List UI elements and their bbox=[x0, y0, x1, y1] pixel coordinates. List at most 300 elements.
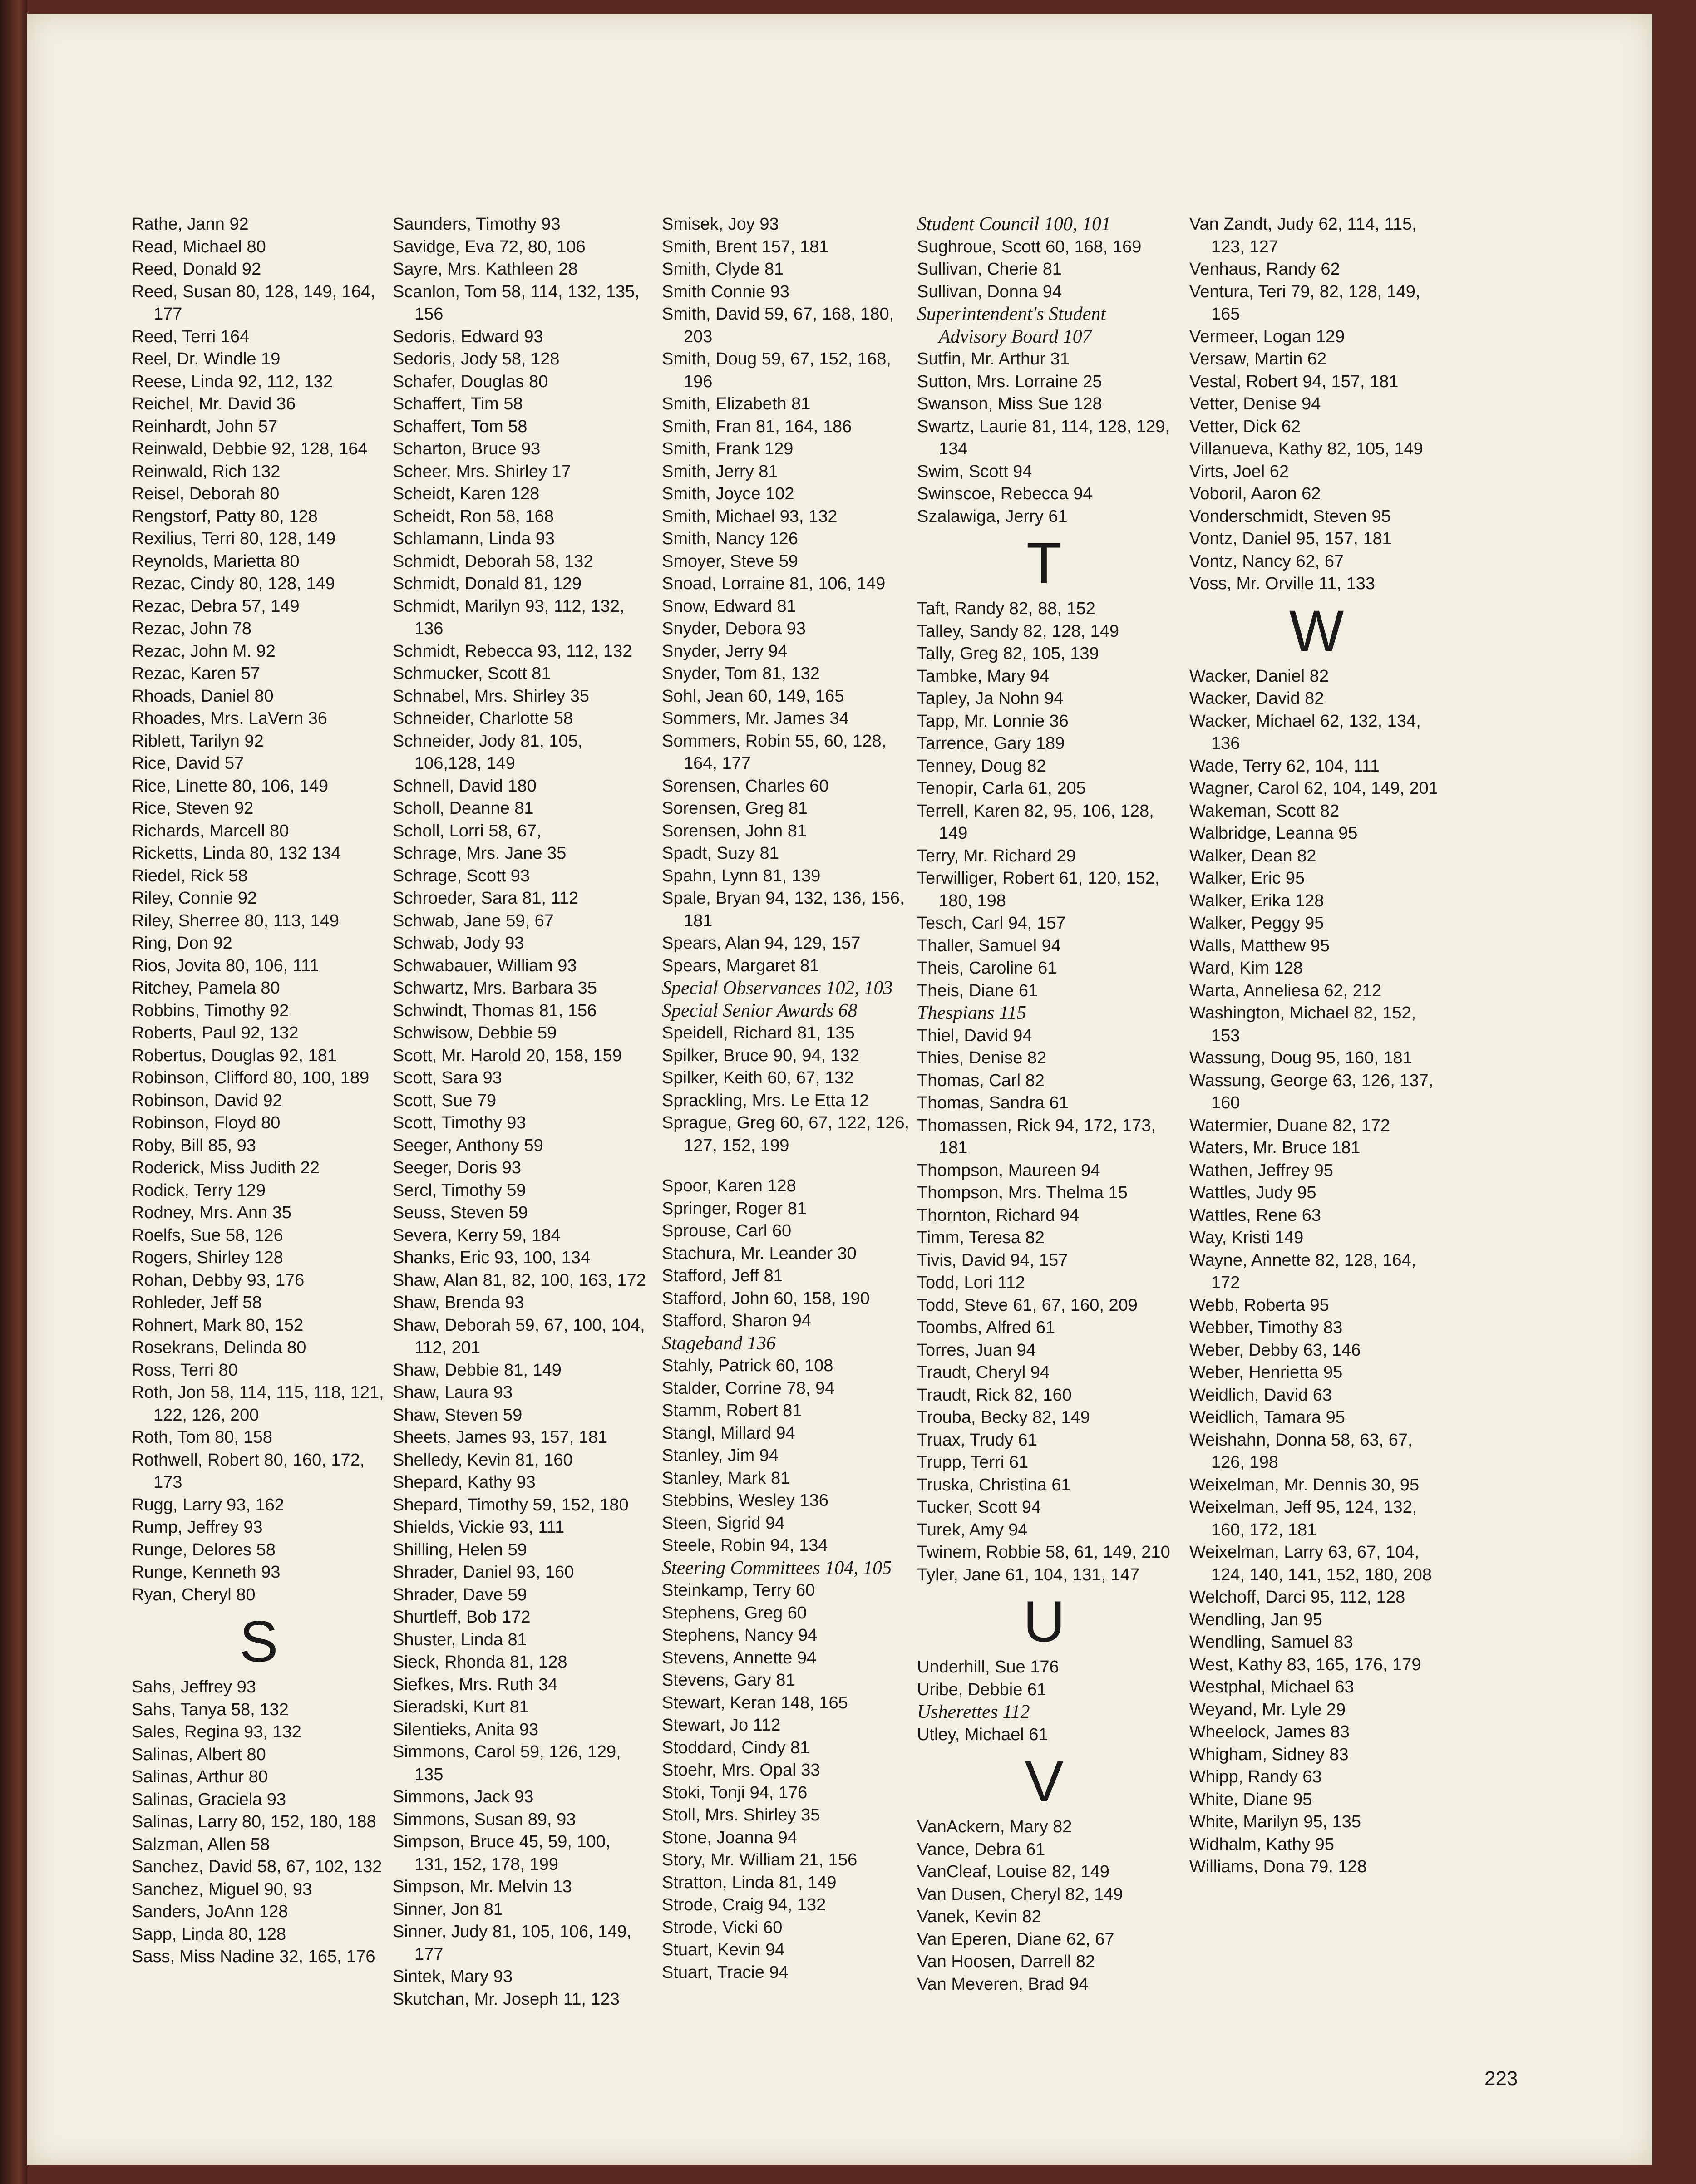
index-entry: Smith, Nancy 126 bbox=[662, 529, 798, 548]
index-entry: VanCleaf, Louise 82, 149 bbox=[917, 1862, 1109, 1881]
index-entry: Tyler, Jane 61, 104, 131, 147 bbox=[917, 1565, 1140, 1584]
index-entry: Reinhardt, John 57 bbox=[132, 417, 278, 436]
index-entry: Terrell, Karen 82, 95, 106, 128, 149 bbox=[917, 801, 1154, 843]
index-entry: Vermeer, Logan 129 bbox=[1189, 327, 1345, 346]
index-entry: Riedel, Rick 58 bbox=[132, 866, 248, 885]
index-entry: Student Council 100, 101 bbox=[917, 214, 1111, 235]
index-entry: Shepard, Kathy 93 bbox=[393, 1473, 536, 1492]
index-entry: Sommers, Robin 55, 60, 128, 164, 177 bbox=[662, 731, 887, 773]
index-entry: Vontz, Nancy 62, 67 bbox=[1189, 551, 1344, 571]
index-entry: Runge, Kenneth 93 bbox=[132, 1563, 281, 1582]
index-column-2 bbox=[393, 213, 647, 2011]
index-entry: Read, Michael 80 bbox=[132, 237, 266, 256]
index-entry: Wendling, Samuel 83 bbox=[1189, 1633, 1353, 1652]
index-entry: Seuss, Steven 59 bbox=[393, 1203, 528, 1222]
index-entry: Thiel, David 94 bbox=[917, 1026, 1032, 1045]
index-entry: Strode, Vicki 60 bbox=[662, 1918, 783, 1937]
index-entry: Robinson, David 92 bbox=[132, 1091, 282, 1110]
index-entry: Snyder, Tom 81, 132 bbox=[662, 664, 820, 683]
index-entry: Smith, Jerry 81 bbox=[662, 462, 778, 481]
index-entry: Weidlich, David 63 bbox=[1189, 1385, 1332, 1405]
index-entry: Sales, Regina 93, 132 bbox=[132, 1722, 301, 1741]
index-entry: Ventura, Teri 79, 82, 128, 149, 165 bbox=[1189, 282, 1420, 324]
index-entry: Tenney, Doug 82 bbox=[917, 756, 1046, 776]
index-entry: White, Marilyn 95, 135 bbox=[1189, 1812, 1361, 1831]
index-entry: Thomassen, Rick 94, 172, 173, 181 bbox=[917, 1116, 1156, 1157]
index-entry: Rezac, Debra 57, 149 bbox=[132, 596, 300, 616]
index-entry: Sprouse, Carl 60 bbox=[662, 1221, 792, 1240]
index-entry: Steen, Sigrid 94 bbox=[662, 1513, 785, 1533]
index-entry: Roth, Tom 80, 158 bbox=[132, 1428, 272, 1447]
index-entry: Smith, Fran 81, 164, 186 bbox=[662, 417, 852, 436]
index-entry: Rogers, Shirley 128 bbox=[132, 1248, 283, 1267]
index-entry: Smisek, Joy 93 bbox=[662, 215, 779, 234]
index-entry: Sayre, Mrs. Kathleen 28 bbox=[393, 260, 578, 279]
index-entry: Thornton, Richard 94 bbox=[917, 1205, 1079, 1225]
index-entry: Tesch, Carl 94, 157 bbox=[917, 914, 1066, 933]
index-entry: Steering Committees 104, 105 bbox=[662, 1557, 892, 1579]
index-entry: Sohl, Jean 60, 149, 165 bbox=[662, 686, 844, 706]
index-entry: Stevens, Annette 94 bbox=[662, 1648, 817, 1668]
index-entry: Seeger, Anthony 59 bbox=[393, 1136, 543, 1155]
index-entry: Webb, Roberta 95 bbox=[1189, 1295, 1329, 1315]
index-entry: Schrage, Mrs. Jane 35 bbox=[393, 844, 567, 863]
index-entry: Superintendent's Student Advisory Board 107 bbox=[917, 304, 1106, 347]
index-entry: Rezac, John 78 bbox=[132, 619, 252, 638]
index-entry: Shilling, Helen 59 bbox=[393, 1540, 527, 1559]
index-entry: Schmidt, Deborah 58, 132 bbox=[393, 551, 593, 571]
index-entry: Way, Kristi 149 bbox=[1189, 1228, 1304, 1247]
index-entry: Sieradski, Kurt 81 bbox=[393, 1697, 529, 1717]
index-entry: Rohleder, Jeff 58 bbox=[132, 1293, 262, 1312]
index-entry: Sullivan, Cherie 81 bbox=[917, 260, 1062, 279]
index-entry: Snoad, Lorraine 81, 106, 149 bbox=[662, 574, 886, 593]
index-entry: Severa, Kerry 59, 184 bbox=[393, 1225, 561, 1245]
index-entry: Wakeman, Scott 82 bbox=[1189, 801, 1340, 821]
index-entry: Van Zandt, Judy 62, 114, 115, 123, 127 bbox=[1189, 215, 1417, 256]
index-entry: Sinner, Judy 81, 105, 106, 149, 177 bbox=[393, 1922, 632, 1964]
index-entry: Simmons, Susan 89, 93 bbox=[393, 1810, 576, 1829]
index-entry: Tarrence, Gary 189 bbox=[917, 734, 1065, 753]
index-entry: Voboril, Aaron 62 bbox=[1189, 484, 1321, 503]
index-entry: Schafer, Douglas 80 bbox=[393, 372, 548, 391]
index-entry: Spears, Alan 94, 129, 157 bbox=[662, 934, 861, 953]
index-entry: Scanlon, Tom 58, 114, 132, 135, 156 bbox=[393, 282, 640, 324]
index-entry: Robbins, Timothy 92 bbox=[132, 1001, 289, 1020]
index-entry: Reichel, Mr. David 36 bbox=[132, 394, 296, 413]
index-entry: Thies, Denise 82 bbox=[917, 1048, 1047, 1067]
index-entry: Rezac, Karen 57 bbox=[132, 664, 261, 683]
index-column-1 bbox=[132, 213, 386, 1968]
index-entry: Weber, Henrietta 95 bbox=[1189, 1363, 1343, 1382]
index-entry: Rice, Linette 80, 106, 149 bbox=[132, 776, 329, 796]
index-entry: Stuart, Kevin 94 bbox=[662, 1940, 785, 1959]
index-entry: Sinner, Jon 81 bbox=[393, 1899, 503, 1919]
index-entry: Stangl, Millard 94 bbox=[662, 1423, 795, 1443]
index-entry: Sanchez, Miguel 90, 93 bbox=[132, 1879, 312, 1899]
index-entry: Wassung, Doug 95, 160, 181 bbox=[1189, 1048, 1412, 1067]
index-entry: Stanley, Mark 81 bbox=[662, 1468, 790, 1488]
index-entry: Rodney, Mrs. Ann 35 bbox=[132, 1203, 292, 1222]
index-entry: Sass, Miss Nadine 32, 165, 176 bbox=[132, 1947, 375, 1966]
index-entry: Terry, Mr. Richard 29 bbox=[917, 846, 1076, 866]
index-entry: Walls, Matthew 95 bbox=[1189, 936, 1330, 955]
index-entry: Shepard, Timothy 59, 152, 180 bbox=[393, 1495, 629, 1515]
index-entry: Smith, Brent 157, 181 bbox=[662, 237, 829, 256]
index-entry: Schroeder, Sara 81, 112 bbox=[393, 889, 579, 908]
index-entry: Venhaus, Randy 62 bbox=[1189, 260, 1340, 279]
index-entry: Salzman, Allen 58 bbox=[132, 1835, 270, 1854]
index-entry: Schneider, Jody 81, 105, 106,128, 149 bbox=[393, 731, 583, 773]
index-entry: Smith, Doug 59, 67, 152, 168, 196 bbox=[662, 349, 891, 391]
index-entry: Smith, Frank 129 bbox=[662, 439, 794, 458]
index-entry: Thaller, Samuel 94 bbox=[917, 936, 1061, 955]
index-entry: Washington, Michael 82, 152, 153 bbox=[1189, 1003, 1416, 1045]
index-entry: Tenopir, Carla 61, 205 bbox=[917, 779, 1086, 798]
index-entry: Waters, Mr. Bruce 181 bbox=[1189, 1138, 1361, 1157]
index-entry: Stoll, Mrs. Shirley 35 bbox=[662, 1805, 820, 1825]
index-entry: Versaw, Martin 62 bbox=[1189, 349, 1327, 369]
section-letter: V bbox=[1025, 1749, 1064, 1814]
index-entry: Tucker, Scott 94 bbox=[917, 1498, 1041, 1517]
index-entry: Weyand, Mr. Lyle 29 bbox=[1189, 1700, 1346, 1719]
index-entry: Tapp, Mr. Lonnie 36 bbox=[917, 711, 1069, 731]
index-entry: Salinas, Arthur 80 bbox=[132, 1767, 268, 1786]
index-entry: Shrader, Daniel 93, 160 bbox=[393, 1563, 574, 1582]
index-entry: Truax, Trudy 61 bbox=[917, 1430, 1037, 1450]
index-entry: West, Kathy 83, 165, 176, 179 bbox=[1189, 1655, 1421, 1674]
index-entry: Special Senior Awards 68 bbox=[662, 1000, 858, 1021]
index-entry: Schnell, David 180 bbox=[393, 776, 537, 796]
index-entry: Thompson, Maureen 94 bbox=[917, 1161, 1100, 1180]
index-entry: Shields, Vickie 93, 111 bbox=[393, 1518, 565, 1537]
index-entry: Reel, Dr. Windle 19 bbox=[132, 349, 281, 369]
index-entry: Shanks, Eric 93, 100, 134 bbox=[393, 1248, 591, 1267]
index-entry: Stewart, Keran 148, 165 bbox=[662, 1693, 848, 1712]
index-entry: Scheer, Mrs. Shirley 17 bbox=[393, 462, 571, 481]
index-entry: Smith, Michael 93, 132 bbox=[662, 507, 838, 526]
index-entry: Spahn, Lynn 81, 139 bbox=[662, 866, 821, 885]
index-entry: Ward, Kim 128 bbox=[1189, 959, 1303, 978]
index-entry: Robinson, Floyd 80 bbox=[132, 1113, 281, 1132]
index-entry: Roelfs, Sue 58, 126 bbox=[132, 1225, 283, 1245]
index-entry: Schneider, Charlotte 58 bbox=[393, 709, 573, 728]
index-entry: Wassung, George 63, 126, 137, 160 bbox=[1189, 1071, 1434, 1112]
index-entry: Rohan, Debby 93, 176 bbox=[132, 1270, 305, 1290]
index-entry: Sprague, Greg 60, 67, 122, 126, 127, 152, 199 bbox=[662, 1113, 910, 1155]
index-entry: Rhoads, Daniel 80 bbox=[132, 686, 274, 706]
index-entry: Sprackling, Mrs. Le Etta 12 bbox=[662, 1091, 869, 1110]
index-entry: Reinwald, Rich 132 bbox=[132, 462, 281, 481]
index-entry: Smith, David 59, 67, 168, 180, 203 bbox=[662, 305, 894, 346]
index-entry: Stoddard, Cindy 81 bbox=[662, 1738, 810, 1757]
index-entry: Wendling, Jan 95 bbox=[1189, 1610, 1322, 1629]
index-entry: Sanders, JoAnn 128 bbox=[132, 1902, 288, 1921]
index-entry: Smith, Clyde 81 bbox=[662, 260, 784, 279]
index-entry: Schwisow, Debbie 59 bbox=[393, 1023, 557, 1043]
index-entry: Scheidt, Karen 128 bbox=[393, 484, 540, 503]
index-entry: Siefkes, Mrs. Ruth 34 bbox=[393, 1675, 558, 1694]
index-entry: Stachura, Mr. Leander 30 bbox=[662, 1244, 857, 1263]
index-entry: Scott, Sue 79 bbox=[393, 1091, 497, 1110]
index-entry: Utley, Michael 61 bbox=[917, 1725, 1048, 1744]
index-entry: Shaw, Brenda 93 bbox=[393, 1293, 524, 1312]
index-entry: Toombs, Alfred 61 bbox=[917, 1318, 1055, 1337]
index-entry: Shrader, Dave 59 bbox=[393, 1585, 527, 1604]
book-spine-edge bbox=[0, 0, 27, 2184]
index-entry: Van Hoosen, Darrell 82 bbox=[917, 1952, 1095, 1971]
index-entry: Wacker, Daniel 82 bbox=[1189, 666, 1329, 686]
index-column-4 bbox=[917, 213, 1171, 1996]
index-entry: Van Eperen, Diane 62, 67 bbox=[917, 1929, 1114, 1949]
index-entry: Schmucker, Scott 81 bbox=[393, 664, 551, 683]
index-entry: Vanek, Kevin 82 bbox=[917, 1907, 1041, 1926]
index-entry: Ricketts, Linda 80, 132 134 bbox=[132, 844, 341, 863]
index-entry: Stafford, Jeff 81 bbox=[662, 1266, 783, 1285]
index-entry: Weidlich, Tamara 95 bbox=[1189, 1408, 1345, 1427]
index-entry: Reynolds, Marietta 80 bbox=[132, 551, 300, 571]
index-entry: Sercl, Timothy 59 bbox=[393, 1181, 526, 1200]
index-entry: Schaffert, Tim 58 bbox=[393, 394, 523, 413]
index-entry: Reisel, Deborah 80 bbox=[132, 484, 280, 503]
index-entry: Vance, Debra 61 bbox=[917, 1840, 1045, 1859]
index-entry: Swinscoe, Rebecca 94 bbox=[917, 484, 1093, 503]
index-entry: Sorensen, John 81 bbox=[662, 821, 807, 841]
index-entry: Silentieks, Anita 93 bbox=[393, 1720, 539, 1739]
index-entry: Stafford, Sharon 94 bbox=[662, 1311, 811, 1330]
index-entry: Rexilius, Terri 80, 128, 149 bbox=[132, 529, 336, 548]
index-entry: Rugg, Larry 93, 162 bbox=[132, 1495, 284, 1515]
index-entry: Robertus, Douglas 92, 181 bbox=[132, 1046, 337, 1065]
index-entry: Sedoris, Edward 93 bbox=[393, 327, 543, 346]
index-entry: Trouba, Becky 82, 149 bbox=[917, 1408, 1090, 1427]
index-entry: Swim, Scott 94 bbox=[917, 462, 1032, 481]
index-entry: Salinas, Albert 80 bbox=[132, 1745, 266, 1764]
index-entry: Vetter, Dick 62 bbox=[1189, 417, 1301, 436]
index-column-3 bbox=[662, 213, 916, 1984]
index-entry: Spadt, Suzy 81 bbox=[662, 844, 779, 863]
index-entry: Sutton, Mrs. Lorraine 25 bbox=[917, 372, 1102, 391]
index-entry: Schmidt, Rebecca 93, 112, 132 bbox=[393, 641, 632, 661]
index-entry: Rump, Jeffrey 93 bbox=[132, 1518, 263, 1537]
index-entry: Sutfin, Mr. Arthur 31 bbox=[917, 349, 1070, 369]
index-entry: Sapp, Linda 80, 128 bbox=[132, 1924, 286, 1944]
index-entry: Weishahn, Donna 58, 63, 67, 126, 198 bbox=[1189, 1430, 1413, 1472]
index-entry: Roby, Bill 85, 93 bbox=[132, 1136, 256, 1155]
index-entry: Weixelman, Jeff 95, 124, 132, 160, 172, 181 bbox=[1189, 1498, 1417, 1540]
index-entry: Sintek, Mary 93 bbox=[393, 1967, 513, 1986]
index-entry: Story, Mr. William 21, 156 bbox=[662, 1850, 858, 1869]
index-entry: Warta, Anneliesa 62, 212 bbox=[1189, 981, 1382, 1000]
index-entry: Szalawiga, Jerry 61 bbox=[917, 507, 1068, 526]
index-entry: Seeger, Doris 93 bbox=[393, 1158, 522, 1177]
index-entry: Theis, Caroline 61 bbox=[917, 959, 1057, 978]
index-entry: Whipp, Randy 63 bbox=[1189, 1767, 1322, 1786]
section-letter: T bbox=[1026, 531, 1062, 596]
index-entry: Tapley, Ja Nohn 94 bbox=[917, 689, 1064, 708]
index-entry: Todd, Lori 112 bbox=[917, 1273, 1025, 1292]
index-entry: Rezac, Cindy 80, 128, 149 bbox=[132, 574, 335, 593]
index-entry: Savidge, Eva 72, 80, 106 bbox=[393, 237, 586, 256]
index-entry: Schlamann, Linda 93 bbox=[393, 529, 555, 548]
index-entry: Whigham, Sidney 83 bbox=[1189, 1745, 1349, 1764]
index-entry: Traudt, Rick 82, 160 bbox=[917, 1385, 1072, 1405]
index-page bbox=[27, 14, 1652, 2165]
index-entry: Scheidt, Ron 58, 168 bbox=[393, 507, 554, 526]
index-entry: Terwilliger, Robert 61, 120, 152, 180, 198 bbox=[917, 869, 1160, 910]
index-entry: Torres, Juan 94 bbox=[917, 1340, 1036, 1360]
index-entry: Sorensen, Charles 60 bbox=[662, 776, 829, 796]
index-column-5 bbox=[1189, 213, 1444, 1879]
index-entry: Vetter, Denise 94 bbox=[1189, 394, 1321, 413]
index-entry: Swanson, Miss Sue 128 bbox=[917, 394, 1102, 413]
index-entry: Shurtleff, Bob 172 bbox=[393, 1608, 531, 1627]
index-entry: Trupp, Terri 61 bbox=[917, 1453, 1028, 1472]
index-entry: Turek, Amy 94 bbox=[917, 1520, 1028, 1540]
index-entry: Reese, Linda 92, 112, 132 bbox=[132, 372, 333, 391]
index-entry: Rosekrans, Delinda 80 bbox=[132, 1338, 306, 1357]
index-entry: Scholl, Lorri 58, 67, bbox=[393, 821, 542, 841]
index-entry: Rios, Jovita 80, 106, 111 bbox=[132, 956, 319, 975]
index-entry: Wacker, David 82 bbox=[1189, 689, 1324, 708]
index-entry: Welchoff, Darci 95, 112, 128 bbox=[1189, 1588, 1405, 1607]
index-entry: Smith Connie 93 bbox=[662, 282, 789, 301]
index-entry: Steinkamp, Terry 60 bbox=[662, 1581, 815, 1600]
index-entry: Runge, Delores 58 bbox=[132, 1540, 276, 1559]
index-entry: Sanchez, David 58, 67, 102, 132 bbox=[132, 1857, 382, 1876]
page-number: 223 bbox=[1484, 2067, 1518, 2090]
index-entry: Steele, Robin 94, 134 bbox=[662, 1536, 828, 1555]
index-entry: Rohnert, Mark 80, 152 bbox=[132, 1315, 304, 1335]
index-entry: Wattles, Judy 95 bbox=[1189, 1183, 1316, 1202]
index-entry: Twinem, Robbie 58, 61, 149, 210 bbox=[917, 1543, 1170, 1562]
index-entry: Speidell, Richard 81, 135 bbox=[662, 1023, 855, 1043]
index-entry: Tally, Greg 82, 105, 139 bbox=[917, 644, 1099, 663]
index-entry: Sahs, Jeffrey 93 bbox=[132, 1677, 256, 1697]
index-entry: Sieck, Rhonda 81, 128 bbox=[393, 1653, 567, 1672]
index-entry: Schwab, Jane 59, 67 bbox=[393, 911, 554, 930]
index-entry: Stephens, Nancy 94 bbox=[662, 1626, 818, 1645]
index-entry: Truska, Christina 61 bbox=[917, 1475, 1071, 1495]
index-entry: Westphal, Michael 63 bbox=[1189, 1677, 1354, 1697]
index-entry: Stahly, Patrick 60, 108 bbox=[662, 1356, 833, 1375]
index-entry: Stageband 136 bbox=[662, 1333, 776, 1354]
index-entry: Wathen, Jeffrey 95 bbox=[1189, 1161, 1333, 1180]
index-entry: Walker, Peggy 95 bbox=[1189, 914, 1324, 933]
index-entry: Thespians 115 bbox=[917, 1003, 1026, 1023]
index-entry: Reed, Susan 80, 128, 149, 164, 177 bbox=[132, 282, 375, 324]
index-entry: Scott, Timothy 93 bbox=[393, 1113, 526, 1132]
index-entry: Wagner, Carol 62, 104, 149, 201 bbox=[1189, 779, 1438, 798]
index-entry: Wade, Terry 62, 104, 111 bbox=[1189, 756, 1380, 776]
index-entry: Wayne, Annette 82, 128, 164, 172 bbox=[1189, 1250, 1416, 1292]
index-entry: Schwartz, Mrs. Barbara 35 bbox=[393, 979, 597, 998]
index-entry: Williams, Dona 79, 128 bbox=[1189, 1857, 1367, 1876]
index-entry: Talley, Sandy 82, 128, 149 bbox=[917, 621, 1119, 641]
index-entry: Simpson, Mr. Melvin 13 bbox=[393, 1877, 572, 1896]
index-entry: Walker, Erika 128 bbox=[1189, 891, 1324, 910]
index-entry: Rothwell, Robert 80, 160, 172, 173 bbox=[132, 1450, 365, 1492]
index-entry: Walker, Dean 82 bbox=[1189, 846, 1316, 866]
index-entry: Weber, Debby 63, 146 bbox=[1189, 1340, 1361, 1360]
index-entry: Tivis, David 94, 157 bbox=[917, 1250, 1068, 1270]
index-entry: Stamm, Robert 81 bbox=[662, 1401, 802, 1420]
index-entry: Springer, Roger 81 bbox=[662, 1199, 807, 1218]
index-entry: Stoki, Tonji 94, 176 bbox=[662, 1783, 808, 1802]
index-entry: Reinwald, Debbie 92, 128, 164 bbox=[132, 439, 368, 458]
index-entry: Rice, David 57 bbox=[132, 754, 244, 773]
index-entry: Vontz, Daniel 95, 157, 181 bbox=[1189, 529, 1392, 548]
index-entry: Weixelman, Larry 63, 67, 104, 124, 140, 141, 152, 180, 208 bbox=[1189, 1543, 1432, 1584]
column-gap bbox=[662, 1157, 916, 1175]
index-entry: Rice, Steven 92 bbox=[132, 799, 254, 818]
index-entry: Roth, Jon 58, 114, 115, 118, 121, 122, 126, 200 bbox=[132, 1383, 384, 1425]
index-entry: Traudt, Cheryl 94 bbox=[917, 1363, 1050, 1382]
index-entry: Saunders, Timothy 93 bbox=[393, 215, 561, 234]
index-entry: Swartz, Laurie 81, 114, 128, 129, 134 bbox=[917, 417, 1170, 458]
index-entry: Schwabauer, William 93 bbox=[393, 956, 577, 975]
index-entry: Shuster, Linda 81 bbox=[393, 1630, 527, 1649]
index-entry: Usherettes 112 bbox=[917, 1702, 1030, 1722]
index-entry: Shaw, Deborah 59, 67, 100, 104, 112, 201 bbox=[393, 1315, 645, 1357]
index-entry: Sorensen, Greg 81 bbox=[662, 799, 808, 818]
index-entry: Riblett, Tarilyn 92 bbox=[132, 731, 264, 751]
index-entry: Sommers, Mr. James 34 bbox=[662, 709, 849, 728]
index-entry: Thomas, Carl 82 bbox=[917, 1071, 1045, 1090]
index-entry: Ritchey, Pamela 80 bbox=[132, 979, 280, 998]
index-entry: Stalder, Corrine 78, 94 bbox=[662, 1378, 835, 1398]
index-entry: Spale, Bryan 94, 132, 136, 156, 181 bbox=[662, 889, 905, 930]
index-entry: Scott, Mr. Harold 20, 158, 159 bbox=[393, 1046, 622, 1065]
index-entry: Watermier, Duane 82, 172 bbox=[1189, 1116, 1390, 1135]
index-entry: Todd, Steve 61, 67, 160, 209 bbox=[917, 1295, 1138, 1315]
index-entry: Sughroue, Scott 60, 168, 169 bbox=[917, 237, 1142, 256]
section-letter: U bbox=[1023, 1589, 1065, 1654]
index-entry: Schaffert, Tom 58 bbox=[393, 417, 528, 436]
index-entry: Ring, Don 92 bbox=[132, 934, 232, 953]
index-entry: Richards, Marcell 80 bbox=[132, 821, 289, 841]
index-entry: Ryan, Cheryl 80 bbox=[132, 1585, 256, 1604]
index-entry: Schmidt, Donald 81, 129 bbox=[393, 574, 582, 593]
index-entry: Smith, Joyce 102 bbox=[662, 484, 794, 503]
index-entry: Spilker, Bruce 90, 94, 132 bbox=[662, 1046, 860, 1065]
index-entry: Wattles, Rene 63 bbox=[1189, 1205, 1321, 1225]
index-entry: Reed, Terri 164 bbox=[132, 327, 250, 346]
index-entry: Sheets, James 93, 157, 181 bbox=[393, 1428, 608, 1447]
index-entry: Stephens, Greg 60 bbox=[662, 1603, 807, 1623]
index-entry: Thomas, Sandra 61 bbox=[917, 1093, 1069, 1112]
index-entry: Thompson, Mrs. Thelma 15 bbox=[917, 1183, 1128, 1202]
index-entry: Special Observances 102, 103 bbox=[662, 978, 893, 999]
index-entry: Underhill, Sue 176 bbox=[917, 1658, 1059, 1677]
index-entry: Skutchan, Mr. Joseph 11, 123 bbox=[393, 1989, 620, 2009]
index-entry: Scholl, Deanne 81 bbox=[393, 799, 534, 818]
index-entry: VanAckern, Mary 82 bbox=[917, 1817, 1072, 1836]
index-entry: Stone, Joanna 94 bbox=[662, 1828, 797, 1847]
index-entry: Simmons, Carol 59, 126, 129, 135 bbox=[393, 1742, 621, 1784]
index-entry: Weixelman, Mr. Dennis 30, 95 bbox=[1189, 1475, 1420, 1495]
index-entry: Widhalm, Kathy 95 bbox=[1189, 1835, 1334, 1854]
index-entry: Stevens, Gary 81 bbox=[662, 1671, 795, 1690]
index-entry: Stebbins, Wesley 136 bbox=[662, 1491, 828, 1510]
index-entry: Reed, Donald 92 bbox=[132, 260, 261, 279]
index-entry: Vonderschmidt, Steven 95 bbox=[1189, 507, 1391, 526]
index-entry: Stanley, Jim 94 bbox=[662, 1446, 779, 1465]
index-entry: Walker, Eric 95 bbox=[1189, 869, 1305, 888]
index-entry: Voss, Mr. Orville 11, 133 bbox=[1189, 574, 1376, 593]
index-entry: Ross, Terri 80 bbox=[132, 1360, 238, 1380]
index-entry: Taft, Randy 82, 88, 152 bbox=[917, 599, 1095, 618]
